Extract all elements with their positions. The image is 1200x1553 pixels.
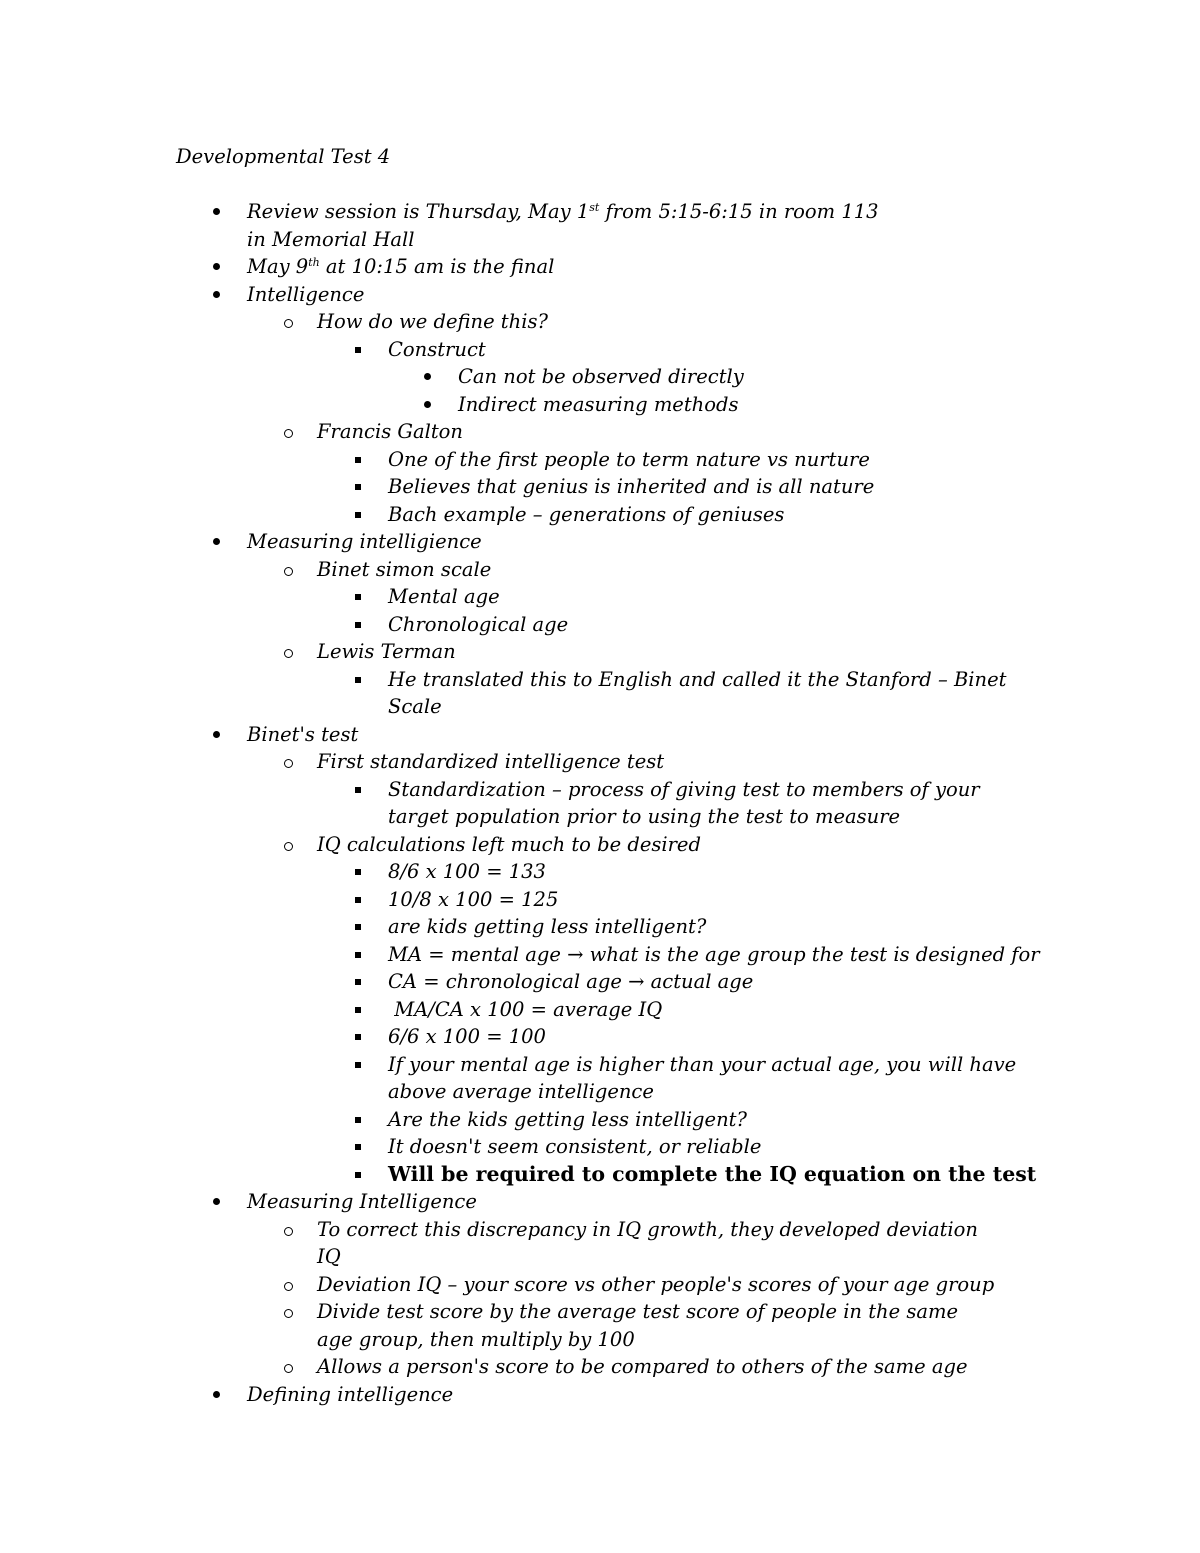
bullet-square-icon [355,924,361,930]
list-item: 10/8 x 100 = 125 [0,886,1200,914]
bullet-circle-icon [284,1282,293,1291]
bullet-circle-icon [284,649,293,658]
list-item: He translated this to English and called it the Stanford – Binet Scale [0,666,1200,721]
list-item: Deviation IQ – your score vs other people's scores of your age group [0,1271,1200,1299]
list-item: Divide test score by the average test score of people in the same age group, then multiply by 100 [0,1298,1200,1353]
list-item: If your mental age is higher than your actual age, you will have above average intelligence [0,1051,1200,1106]
list-item: To correct this discrepancy in IQ growth, they developed deviation IQ [0,1216,1200,1271]
bullet-square-icon [355,869,361,875]
list-item: How do we define this? [0,308,1200,336]
list-item: Will be required to complete the IQ equation on the test [0,1161,1200,1189]
document-title: Developmental Test 4 [176,145,391,168]
bullet-square-icon [355,512,361,518]
list-item: Believes that genius is inherited and is all nature [0,473,1200,501]
list-item: 8/6 x 100 = 133 [0,858,1200,886]
list-item: It doesn't seem consistent, or reliable [0,1133,1200,1161]
bullet-circle-icon [284,842,293,851]
list-item: Binet's test [0,721,1200,749]
list-item: Construct [0,336,1200,364]
notes-outline [0,198,1200,1408]
list-item: Defining intelligence [0,1381,1200,1409]
bullet-circle-icon [284,319,293,328]
right-arrow-icon: → [567,942,584,966]
bullet-square-icon [355,787,361,793]
bullet-circle-icon [284,759,293,768]
bullet-circle-icon [284,1227,293,1236]
bullet-square-icon [355,484,361,490]
bullet-circle-icon [284,1364,293,1373]
bullet-square-icon [355,1117,361,1123]
list-item: 6/6 x 100 = 100 [0,1023,1200,1051]
bullet-square-icon [355,1172,361,1178]
bullet-square-icon [355,622,361,628]
bullet-square-icon [355,1144,361,1150]
list-item: One of the first people to term nature vs nurture [0,446,1200,474]
list-item: Indirect measuring methods [0,391,1200,419]
list-item: MA/CA x 100 = average IQ [0,996,1200,1024]
bullet-square-icon [355,347,361,353]
list-item: Mental age [0,583,1200,611]
bullet-square-icon [355,952,361,958]
list-item: CA = chronological age → actual age [0,968,1200,996]
list-item: IQ calculations left much to be desired [0,831,1200,859]
list-item: First standardized intelligence test [0,748,1200,776]
list-item: Allows a person's score to be compared to others of the same age [0,1353,1200,1381]
bullet-square-icon [355,1062,361,1068]
list-item: Are the kids getting less intelligent? [0,1106,1200,1134]
bullet-square-icon [355,979,361,985]
bullet-square-icon [355,594,361,600]
bullet-circle-icon [284,567,293,576]
list-item: Standardization – process of giving test to members of your target population prior to using the test to measure [0,776,1200,831]
right-arrow-icon: → [628,970,645,993]
list-item: Lewis Terman [0,638,1200,666]
list-item: Bach example – generations of geniuses [0,501,1200,529]
list-item: Review session is Thursday, May 1st from 5:15-6:15 in room 113 in Memorial Hall [0,198,1200,253]
bullet-square-icon [355,457,361,463]
list-item: Measuring Intelligence [0,1188,1200,1216]
bullet-disc-icon [213,538,220,545]
list-item: are kids getting less intelligent? [0,913,1200,941]
list-item: May 9th at 10:15 am is the final [0,253,1200,281]
bullet-circle-icon [284,429,293,438]
bullet-disc-icon [213,208,220,215]
list-item: Chronological age [0,611,1200,639]
bullet-disc-icon [213,731,220,738]
list-item: Binet simon scale [0,556,1200,584]
list-item: MA = mental age → what is the age group the test is designed for [0,941,1200,969]
list-item: Francis Galton [0,418,1200,446]
bullet-disc-icon [213,291,220,298]
list-item: Can not be observed directly [0,363,1200,391]
bullet-disc-icon [424,373,431,380]
bullet-square-icon [355,897,361,903]
bullet-disc-icon [424,401,431,408]
bullet-square-icon [355,1007,361,1013]
list-item: Intelligence [0,281,1200,309]
bullet-circle-icon [284,1309,293,1318]
list-item: Measuring intelligience [0,528,1200,556]
bullet-square-icon [355,677,361,683]
bullet-disc-icon [213,1391,220,1398]
bullet-disc-icon [213,1198,220,1205]
bullet-square-icon [355,1034,361,1040]
bullet-disc-icon [213,263,220,270]
